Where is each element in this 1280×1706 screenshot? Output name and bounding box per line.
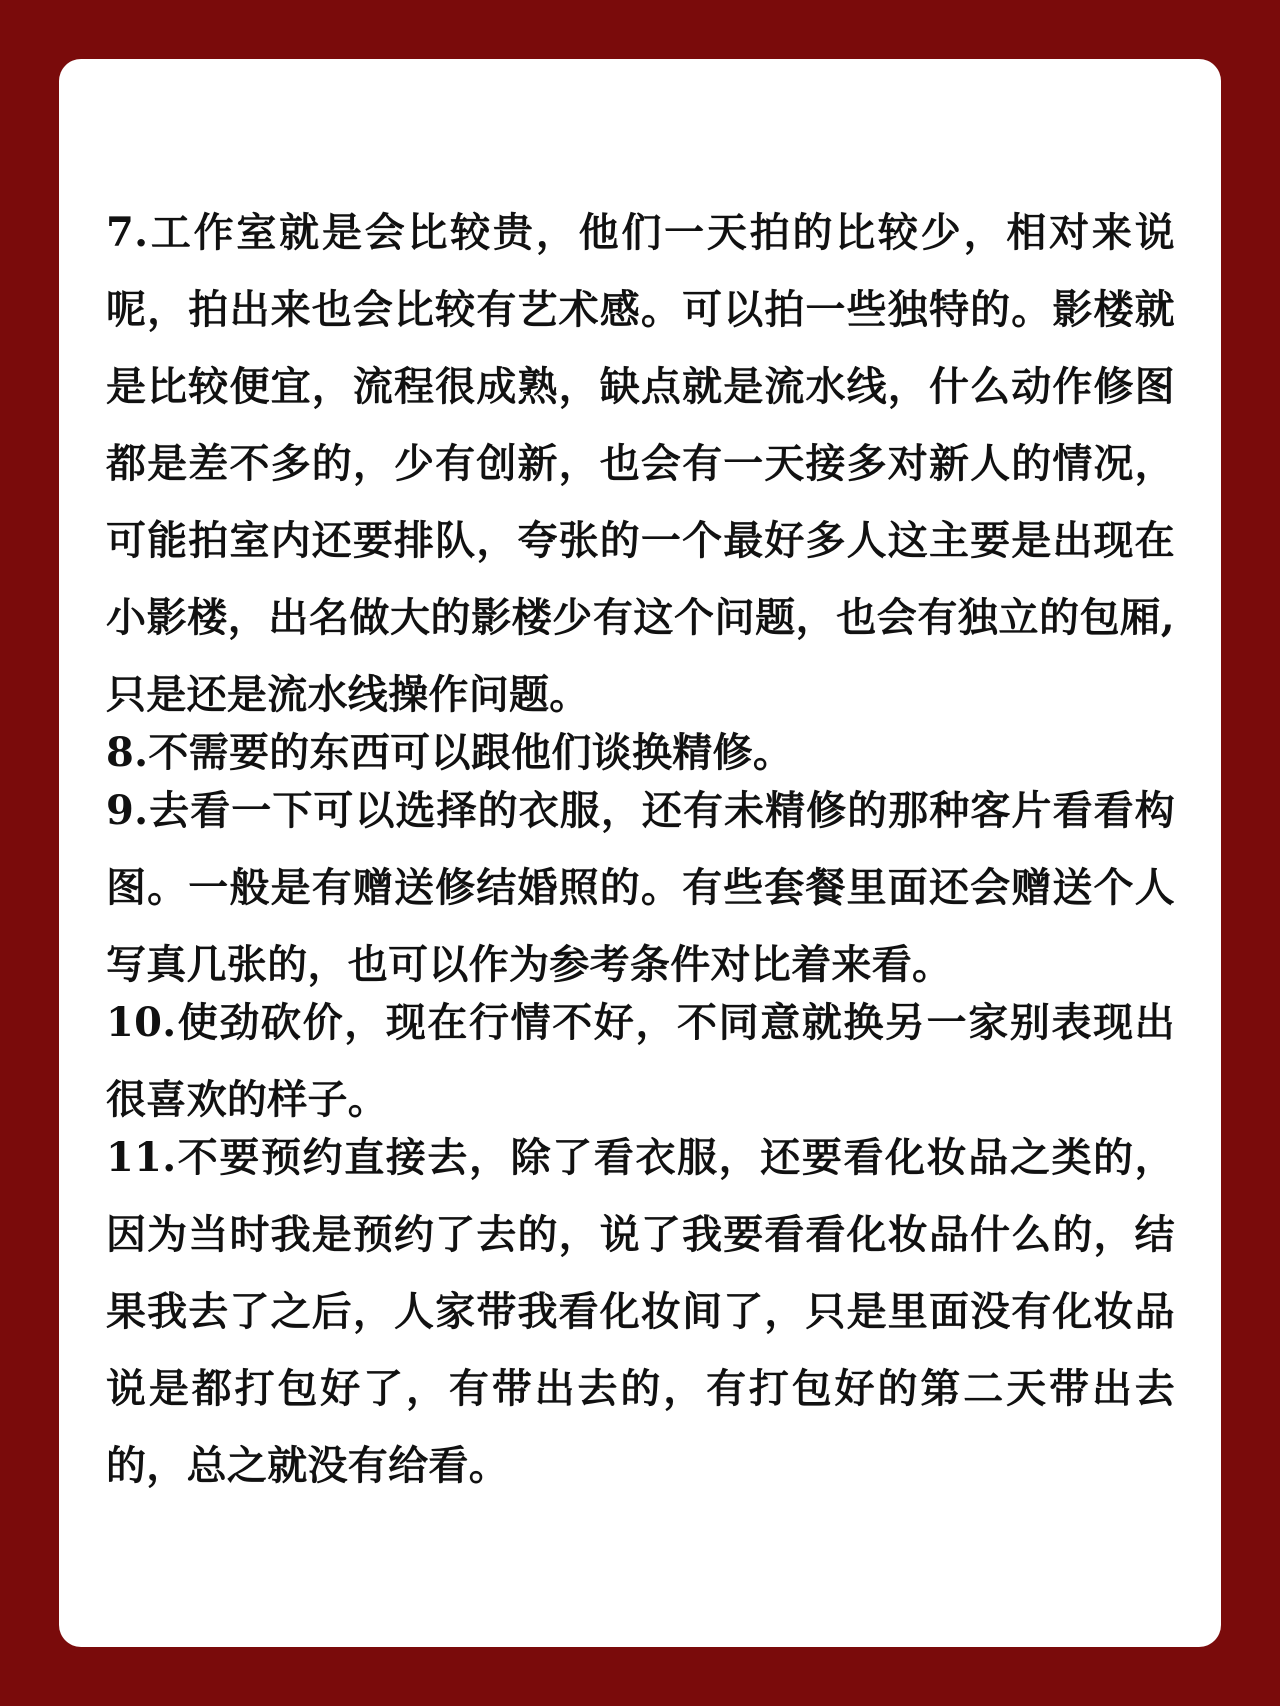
tips-text	[106, 194, 1175, 1504]
tip-paragraph-9: 9.去看一下可以选择的衣服，还有未精修的那种客片看看构图。一般是有赠送修结婚照的。有些套餐里面还会赠送个人写真几张的，也可以作为参考条件对比着来看。	[106, 787, 1175, 988]
tip-paragraph-7: 7.工作室就是会比较贵，他们一天拍的比较少，相对来说呢，拍出来也会比较有艺术感。可以拍一些独特的。影楼就是比较便宜，流程很成熟，缺点就是流水线，什么动作修图都是差不多的，少有创新，也会有一天接多对新人的情况，可能拍室内还要排队，夸张的一个最好多人这主要是出现在小影楼，出名做大的影楼少有这个问题，也会有独立的包厢,只是还是流水线操作问题。	[106, 209, 1175, 718]
content-card	[59, 59, 1221, 1647]
tip-paragraph-8: 8.不需要的东西可以跟他们谈换精修。	[106, 729, 794, 776]
tip-paragraph-10: 10.使劲砍价，现在行情不好，不同意就换另一家别表现出很喜欢的样子。	[106, 999, 1175, 1123]
tip-paragraph-11: 11.不要预约直接去，除了看衣服，还要看化妆品之类的，因为当时我是预约了去的，说了我要看看化妆品什么的，结果我去了之后，人家带我看化妆间了，只是里面没有化妆品说是都打包好了，有带出去的，有打包好的第二天带出去的，总之就没有给看。	[106, 1134, 1175, 1489]
